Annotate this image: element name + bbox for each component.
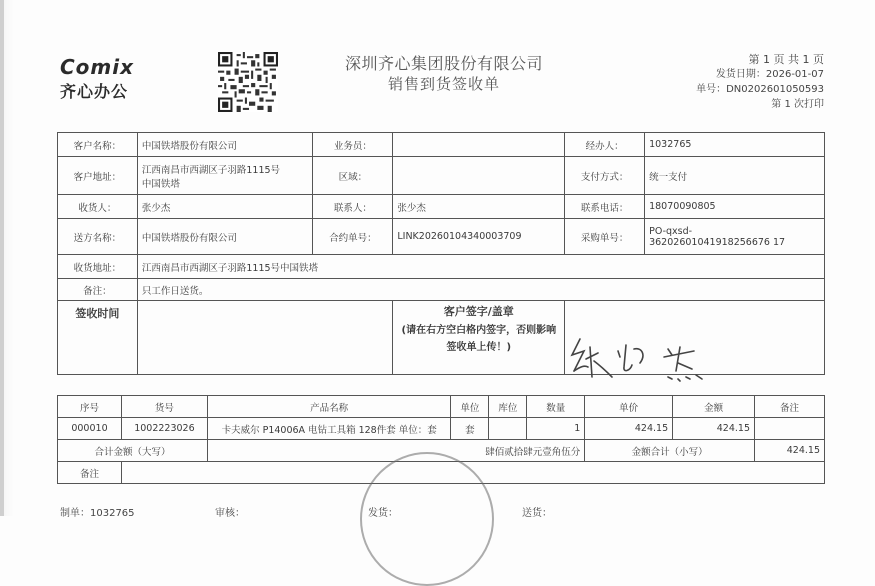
customer-sign-hint: (请在右方空白格内签字，否则影响签收单上传！)	[401, 325, 557, 353]
document-number: 单号：DN0202601050593	[696, 84, 824, 95]
company-title: 深圳齐心集团股份有限公司	[344, 54, 543, 73]
sign-time-label: 签收时间	[58, 301, 138, 375]
total-cn-value: 肆佰贰拾肆元壹角伍分	[207, 440, 584, 462]
footer-deliver: 送货：	[522, 508, 552, 519]
salesman-value	[393, 133, 565, 157]
cell-remark	[755, 418, 825, 440]
header-item-no: 货号	[121, 396, 207, 418]
info-row	[58, 219, 825, 255]
items-header-row	[58, 396, 825, 418]
document-title-block	[318, 54, 570, 94]
region-value	[393, 157, 565, 195]
contact-label: 联系人：	[313, 195, 393, 219]
handler-value: 1032765	[645, 133, 825, 157]
cell-item-no: 1002223026	[121, 418, 207, 440]
header-unit-price: 单价	[585, 396, 673, 418]
cell-unit-price: 424.15	[585, 418, 673, 440]
page-count: 第 1 页 共 1 页	[748, 53, 824, 66]
cell-unit: 套	[451, 418, 489, 440]
sign-time-value	[137, 301, 392, 375]
cell-location	[489, 418, 527, 440]
note-label: 备注：	[58, 279, 138, 301]
po-label: 采购单号：	[565, 219, 645, 255]
handler-label: 经办人：	[565, 133, 645, 157]
handwritten-signature	[568, 327, 728, 387]
po-line-2: 36202601041918256676 17	[649, 236, 786, 248]
header-unit: 单位	[451, 396, 489, 418]
footer-ship: 发货：	[368, 508, 398, 519]
customer-name-value: 中国铁塔股份有限公司	[137, 133, 313, 157]
header-seq: 序号	[58, 396, 122, 418]
address-line-1: 江西南昌市西湖区子羽路1115号	[141, 164, 281, 176]
total-num-label: 金额合计（小写）	[585, 440, 755, 462]
po-value	[645, 219, 825, 255]
info-row	[58, 133, 825, 157]
phone-value: 18070090805	[645, 195, 825, 219]
phone-label: 联系电话：	[565, 195, 645, 219]
address-label: 客户地址：	[58, 157, 138, 195]
total-num-value: 424.15	[755, 440, 825, 462]
address-value	[137, 157, 313, 195]
document-title: 销售到货签收单	[387, 75, 500, 93]
qr-code	[218, 52, 278, 112]
ship-to-value: 中国铁塔股份有限公司	[137, 219, 313, 255]
receiver-value: 张少杰	[137, 195, 313, 219]
customer-name-label: 客户名称：	[58, 133, 138, 157]
document-meta	[696, 52, 824, 112]
total-cn-label: 合计金额（大写）	[58, 440, 208, 462]
header-amount: 金额	[673, 396, 755, 418]
address-line-2: 中国铁塔	[141, 178, 180, 190]
contract-value: LINK20260104340003709	[393, 219, 565, 255]
recv-addr-label: 收货地址：	[58, 255, 138, 279]
info-row	[58, 157, 825, 195]
cell-quantity: 1	[527, 418, 585, 440]
remark-label: 备注	[58, 462, 122, 484]
payment-label: 支付方式：	[565, 157, 645, 195]
cell-seq: 000010	[58, 418, 122, 440]
po-line-1: PO-qxsd-	[649, 225, 693, 237]
payment-value: 统一支付	[645, 157, 825, 195]
contract-label: 合约单号：	[313, 219, 393, 255]
header-remark: 备注	[755, 396, 825, 418]
info-row	[58, 255, 825, 279]
header-quantity: 数量	[527, 396, 585, 418]
ship-to-label: 送方名称：	[58, 219, 138, 255]
info-row	[58, 279, 825, 301]
salesman-label: 业务员：	[313, 133, 393, 157]
company-seal	[360, 452, 494, 586]
region-label: 区域：	[313, 157, 393, 195]
note-value: 只工作日送货。	[137, 279, 824, 301]
footer-maker: 制单：1032765	[60, 508, 135, 519]
page-edge	[0, 0, 4, 516]
info-row	[58, 195, 825, 219]
receiver-label: 收货人：	[58, 195, 138, 219]
logo-brand: Comix	[60, 55, 135, 79]
table-row	[58, 418, 825, 440]
logo-chinese-name: 齐心办公	[60, 82, 129, 101]
contact-value: 张少杰	[393, 195, 565, 219]
customer-sign-title: 客户签字/盖章	[443, 305, 514, 318]
company-logo	[60, 57, 134, 102]
footer-audit: 审核：	[215, 508, 245, 519]
cell-amount: 424.15	[673, 418, 755, 440]
header-location: 库位	[489, 396, 527, 418]
ship-date: 发货日期：2026-01-07	[715, 69, 824, 80]
customer-sign-instruction	[393, 301, 565, 375]
header-product-name: 产品名称	[207, 396, 451, 418]
cell-product-name: 卡夫威尔 P14006A 电钻工具箱 128件套 单位：套	[207, 418, 451, 440]
recv-addr-value: 江西南昌市西湖区子羽路1115号中国铁塔	[137, 255, 824, 279]
print-count: 第 1 次打印	[771, 99, 824, 110]
